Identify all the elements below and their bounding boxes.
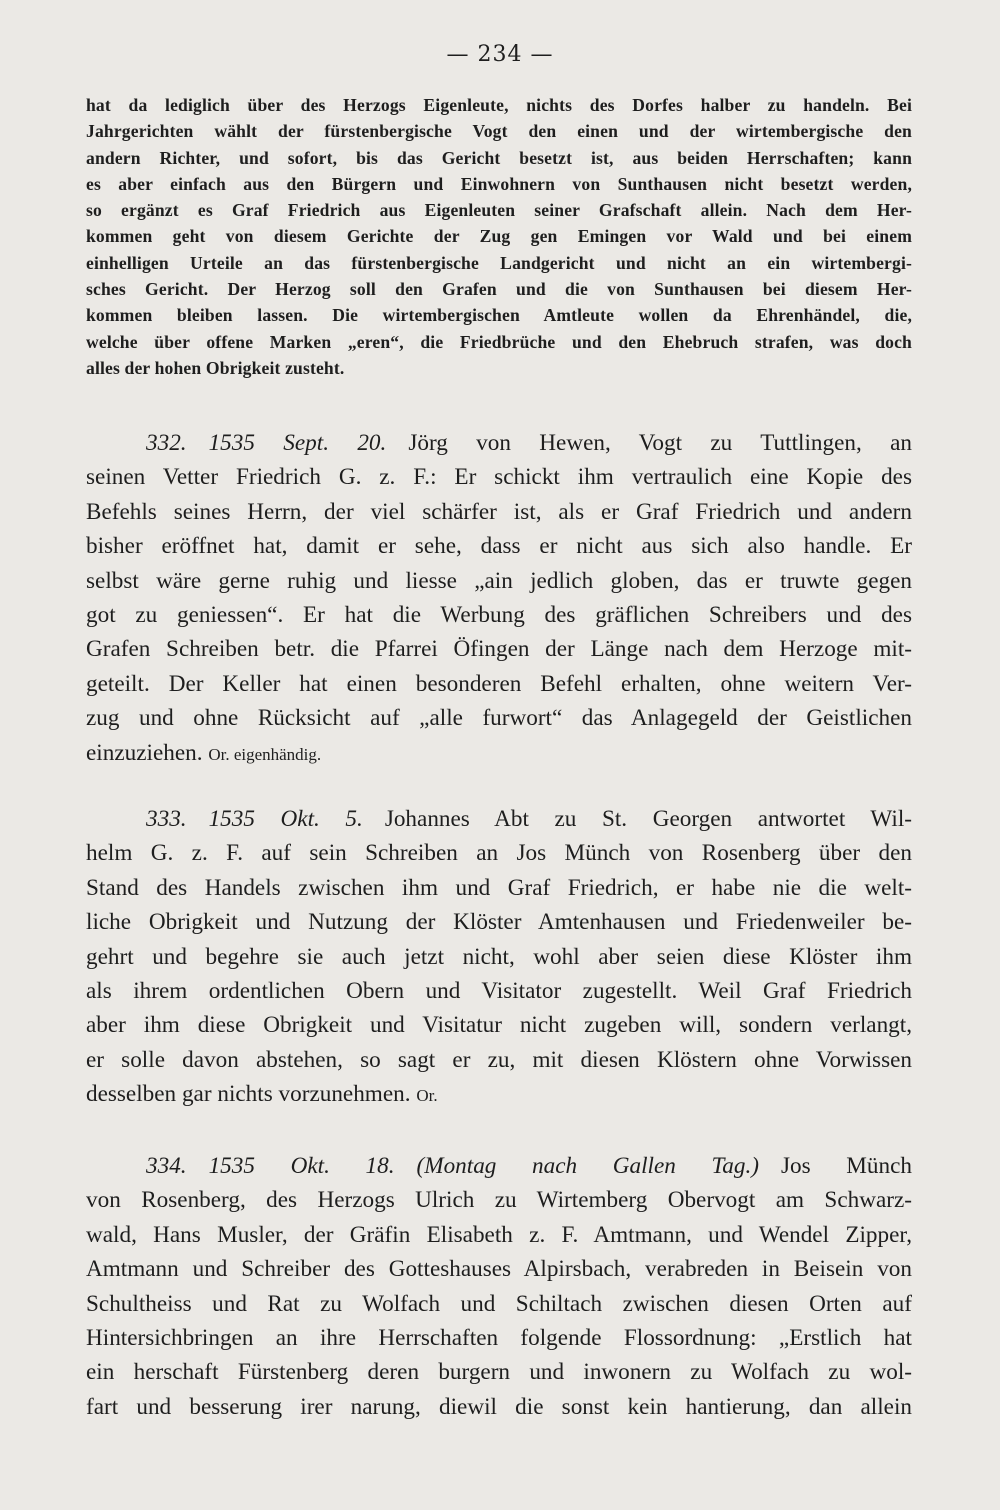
entry-heading-line xyxy=(86,802,912,836)
entry-heading-line xyxy=(86,1149,912,1183)
entry-number: 333. xyxy=(146,806,187,832)
entry-line: ein herschaft Fürstenberg deren burgern und inwonern zu Wolfach zu wol- xyxy=(86,1359,912,1386)
intro-line: Jahrgerichten wählt der fürstenbergische Vogt den einen und der wirtembergische den xyxy=(86,121,912,142)
source-note: Or. xyxy=(416,1086,438,1106)
source-note: Or. eigenhändig. xyxy=(208,744,322,764)
entry-line: selbst wäre gerne ruhig und liesse „ain jedlich globen, das er truwte gegen xyxy=(86,567,912,594)
intro-line: andern Richter, und sofort, bis das Gericht besetzt ist, aus beiden Herrschaften; kann xyxy=(86,147,912,168)
entry-line: gehrt und begehre sie auch jetzt nicht, wohl aber seien diese Klöster ihm xyxy=(86,943,912,970)
entry-line: fart und besserung irer narung, diewil die sonst kein hantierung, dan allein xyxy=(86,1393,912,1420)
entry-line: als ihrem ordentlichen Obern und Visitator zugestellt. Weil Graf Friedrich xyxy=(86,978,912,1005)
entry-line: liche Obrigkeit und Nutzung der Klöster Amtenhausen und Friedenweiler be- xyxy=(86,909,912,936)
entry-text: Jörg von Hewen, Vogt zu Tuttlingen, an xyxy=(408,430,912,456)
entry-line: geteilt. Der Keller hat einen besonderen Befehl erhalten, ohne weitern Ver- xyxy=(86,670,912,697)
entry-line: zug und ohne Rücksicht auf „alle furwort“ das Anlagegeld der Geistlichen xyxy=(86,705,912,732)
entry-line: Hintersichbringen an ihre Herrschaften folgende Flossordnung: „Erstlich hat xyxy=(86,1325,912,1352)
entry-332 xyxy=(86,426,912,772)
entry-line: Befehls seines Herrn, der viel schärfer ist, als er Graf Friedrich und andern xyxy=(86,498,912,525)
entry-text: desselben gar nichts vorzunehmen. xyxy=(86,1081,411,1108)
entry-date: 1535 Okt. 5. xyxy=(208,806,363,832)
entry-text: Jos Münch xyxy=(781,1153,913,1179)
intro-line: so ergänzt es Graf Friedrich aus Eigenleuten seiner Grafschaft allein. Nach dem Her- xyxy=(86,200,912,221)
entry-date: 1535 Okt. 18. xyxy=(208,1153,395,1179)
entry-line: helm G. z. F. auf sein Schreiben an Jos Münch von Rosenberg über den xyxy=(86,840,912,867)
entry-line: bisher eröffnet hat, damit er sehe, dass er nicht aus sich also handle. Er xyxy=(86,533,912,560)
intro-line: alles der hohen Obrigkeit zusteht. xyxy=(86,357,345,378)
entry-italic-note: (Montag nach Gallen Tag.) xyxy=(416,1153,760,1179)
entry-334 xyxy=(86,1149,912,1424)
entry-line: von Rosenberg, des Herzogs Ulrich zu Wirtemberg Obervogt am Schwarz- xyxy=(86,1187,912,1214)
entry-line: seinen Vetter Friedrich G. z. F.: Er schickt ihm vertraulich eine Kopie des xyxy=(86,464,912,491)
entry-heading-line xyxy=(86,426,912,460)
page-number: — 234 — xyxy=(446,42,554,67)
entry-line: Stand des Handels zwischen ihm und Graf Friedrich, er habe nie die welt- xyxy=(86,874,912,901)
entry-line: aber ihm diese Obrigkeit und Visitatur nicht zugeben will, sondern verlangt, xyxy=(86,1012,912,1039)
entry-line: Schultheiss und Rat zu Wolfach und Schiltach zwischen diesen Orten auf xyxy=(86,1290,912,1317)
intro-line: sches Gericht. Der Herzog soll den Grafen und die von Sunthausen bei diesem Her- xyxy=(86,279,912,300)
entry-last-line xyxy=(86,1077,912,1113)
entry-line: er solle davon abstehen, so sagt er zu, mit diesen Klöstern ohne Vorwissen xyxy=(86,1046,912,1073)
intro-line: welche über offene Marken „eren“, die Friedbrüche und den Ehebruch strafen, was doch xyxy=(86,331,912,352)
entry-333 xyxy=(86,802,912,1114)
entry-line: got zu geniessen“. Er hat die Werbung des gräflichen Schreibers und des xyxy=(86,602,912,629)
entry-number: 334. xyxy=(146,1153,187,1179)
intro-line: kommen geht von diesem Gerichte der Zug gen Emingen vor Wald und bei einem xyxy=(86,226,912,247)
intro-line: einhelligen Urteile an das fürstenbergische Landgericht und nicht an ein wirtembergi- xyxy=(86,252,912,273)
entry-line: wald, Hans Musler, der Gräfin Elisabeth z. F. Amtmann, und Wendel Zipper, xyxy=(86,1221,912,1248)
entry-last-line xyxy=(86,736,912,772)
entry-text: Johannes Abt zu St. Georgen antwortet Wil- xyxy=(384,806,912,832)
entry-line: Grafen Schreiben betr. die Pfarrei Öfingen der Länge nach dem Herzoge mit- xyxy=(86,636,912,663)
intro-line: hat da lediglich über des Herzogs Eigenleute, nichts des Dorfes halber zu handeln. Bei xyxy=(86,95,912,115)
intro-paragraph xyxy=(86,92,912,381)
entry-line: Amtmann und Schreiber des Gotteshauses Alpirsbach, verabreden in Beisein von xyxy=(86,1256,912,1283)
intro-line: kommen bleiben lassen. Die wirtembergischen Amtleute wollen da Ehrenhändel, die, xyxy=(86,305,912,326)
entry-text: einzuziehen. xyxy=(86,739,203,766)
entry-number: 332. xyxy=(146,430,187,456)
intro-line: es aber einfach aus den Bürgern und Einwohnern von Sunthausen nicht besetzt werden, xyxy=(86,173,912,194)
entry-date: 1535 Sept. 20. xyxy=(208,430,387,456)
